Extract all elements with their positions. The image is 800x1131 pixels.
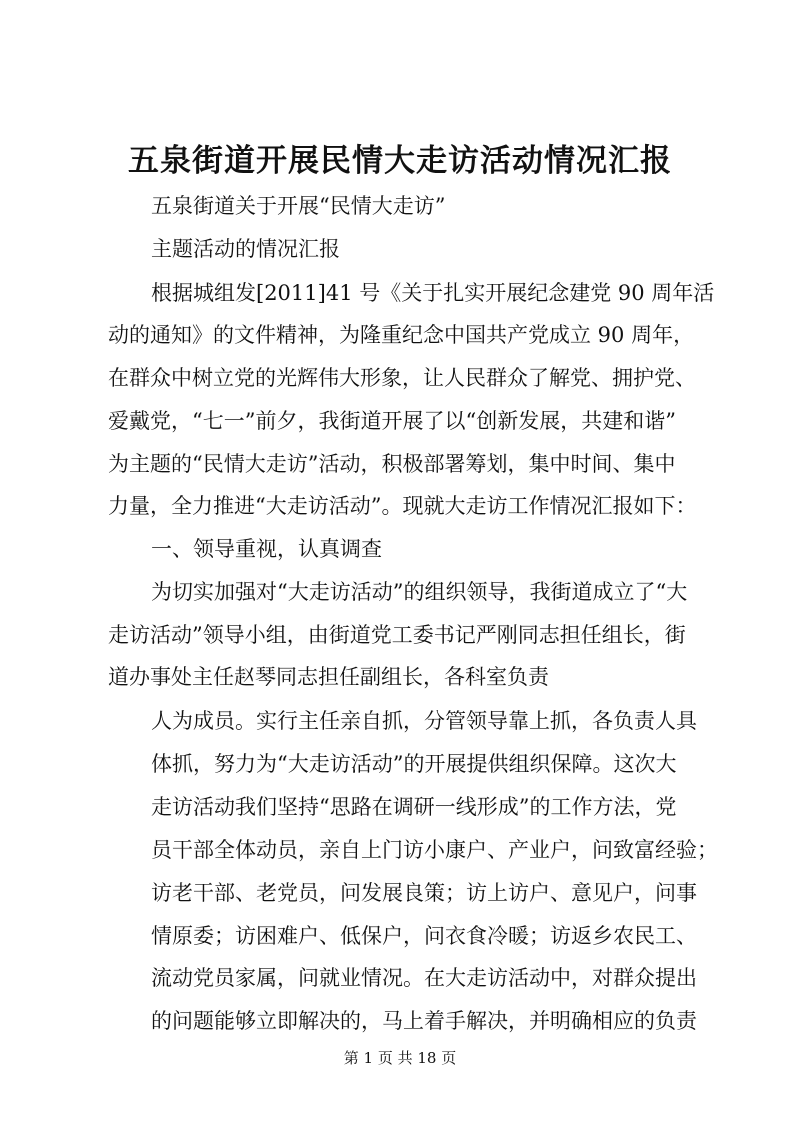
text-line: 五泉街道关于开展“民情大走访”	[151, 194, 446, 218]
text-line: 道办事处主任赵琴同志担任副组长，各科室负责	[108, 665, 549, 689]
document-title: 五泉街道开展民情大走访活动情况汇报	[128, 143, 672, 179]
text-line: 走访活动”领导小组，由街道党工委书记严刚同志担任组长，街	[108, 623, 686, 647]
text-line: 员干部全体动员，亲自上门访小康户、产业户，问致富经验；	[151, 838, 718, 862]
text-line: 爱戴党，“七一”前夕，我街道开展了以“创新发展，共建和谐”	[108, 409, 676, 433]
text-line: 力量，全力推进“大走访活动”。现就大走访工作情况汇报如下：	[108, 494, 697, 518]
text-line: 的问题能够立即解决的，马上着手解决，并明确相应的负责	[151, 1009, 697, 1033]
text-line: 为主题的“民情大走访”活动，积极部署筹划，集中时间、集中	[108, 452, 676, 476]
text-line: 流动党员家属，问就业情况。在大走访活动中，对群众提出	[151, 966, 697, 990]
text-line: 为切实加强对“大走访活动”的组织领导，我街道成立了“大	[151, 580, 688, 604]
text-line: 主题活动的情况汇报	[151, 237, 340, 261]
text-line: 情原委；访困难户、低保户，问衣食冷暖；访返乡农民工、	[151, 924, 697, 948]
text-line: 体抓，努力为“大走访活动”的开展提供组织保障。这次大	[151, 752, 677, 776]
text-line: 根据城组发[2011]41 号《关于扎实开展纪念建党 90 周年活	[151, 281, 715, 305]
text-line: 访老干部、老党员，问发展良策；访上访户、意见户，问事	[151, 881, 697, 905]
text-line: 在群众中树立党的光辉伟大形象，让人民群众了解党、拥护党、	[108, 366, 696, 390]
text-line: 人为成员。实行主任亲自抓，分管领导靠上抓，各负责人具	[151, 709, 697, 733]
text-line: 动的通知》的文件精神，为隆重纪念中国共产党成立 90 周年，	[108, 323, 695, 347]
page-number-footer: 第 1 页 共 18 页	[343, 1049, 457, 1067]
section-heading: 一、领导重视，认真调查	[151, 537, 382, 561]
text-line: 走访活动我们坚持“思路在调研一线形成”的工作方法，党	[151, 795, 677, 819]
